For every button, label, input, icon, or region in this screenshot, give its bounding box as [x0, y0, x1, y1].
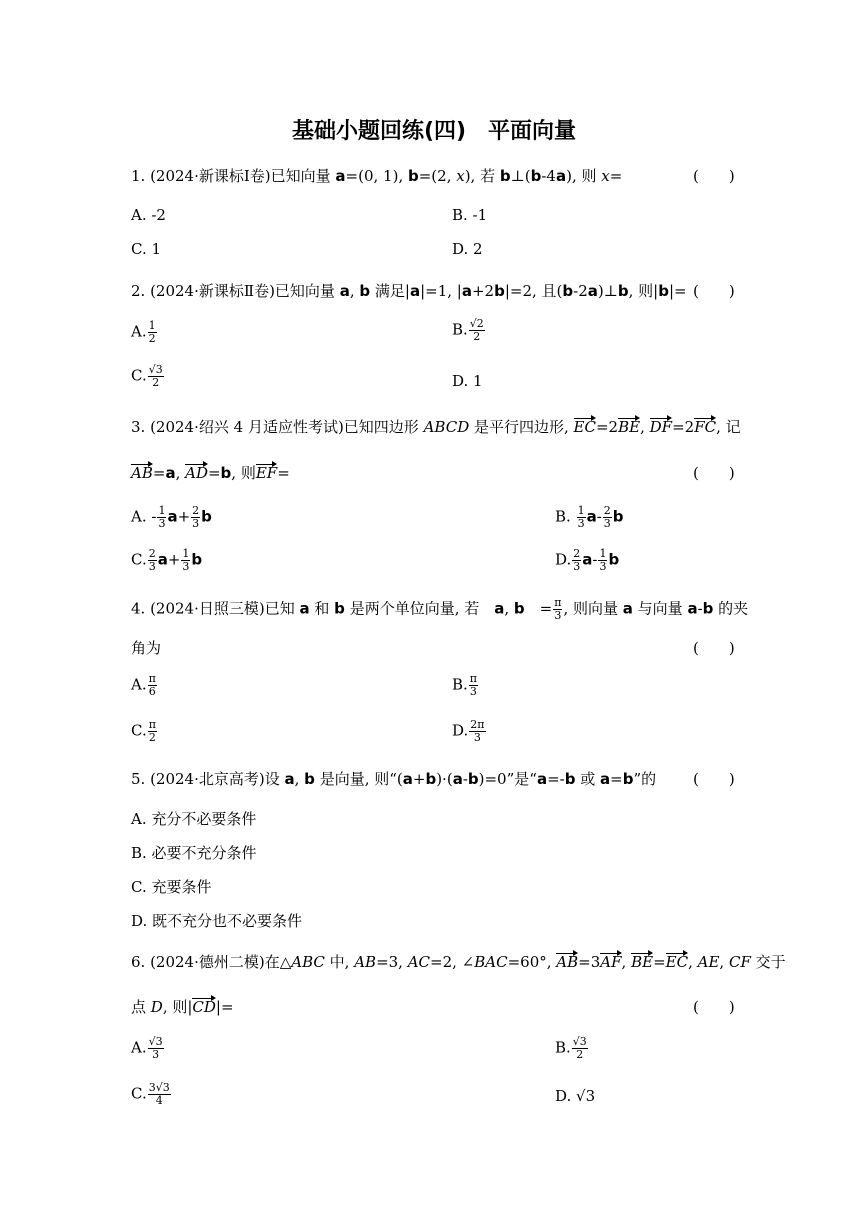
question-5-option-b[interactable]: B. 必要不充分条件 [131, 844, 257, 862]
question-1-option-d[interactable]: D. 2 [452, 240, 483, 258]
question-5-option-d[interactable]: D. 既不充分也不必要条件 [131, 912, 303, 930]
question-3-option-c[interactable]: C. $\frac{2}{3}$ a+ $\frac{1}{3}$ b [131, 547, 203, 573]
question-4-option-b[interactable]: B. $\frac{\pi}{3}$ [452, 672, 478, 698]
page-title: 基础小题回练(四) 平面向量 [291, 119, 577, 144]
question-6-option-d[interactable]: D. √3 [555, 1087, 596, 1105]
question-2-option-d[interactable]: D. 1 [452, 372, 483, 390]
question-4-option-d[interactable]: D. $\frac{2\pi}{3}$ [452, 718, 485, 744]
question-6-option-c[interactable]: C. $\frac{3√3}{4}$ [131, 1081, 170, 1107]
question-5-option-c[interactable]: C. 充要条件 [131, 878, 212, 896]
answer-blank-3[interactable]: ( ) [693, 464, 735, 482]
question-4-option-c[interactable]: C. $\frac{\pi}{2}$ [131, 718, 156, 744]
question-1-option-a[interactable]: A. -2 [131, 206, 166, 224]
answer-blank-2[interactable]: ( ) [693, 282, 735, 300]
question-6-stem-line-1: 6. (2024·德州二模)在△ABC 中, AB=3, AC=2, ∠BAC=60°, AB=3AF, BE=EC, AE, CF 交于 [131, 953, 786, 971]
question-2-option-b[interactable]: B. $\frac{√2}{2}$ [452, 317, 484, 343]
question-2-stem: 2. (2024·新课标Ⅱ卷)已知向量 a, b 满足|a|=1, |a+2b|=2, 且(b-2a)⊥b, 则|b|= [131, 282, 687, 300]
question-1-stem: 1. (2024·新课标Ⅰ卷)已知向量 a=(0, 1), b=(2, x), 若 b⊥(b-4a), 则 x= [131, 167, 623, 185]
answer-blank-4[interactable]: ( ) [693, 639, 735, 657]
answer-blank-5[interactable]: ( ) [693, 770, 735, 788]
answer-blank-1[interactable]: ( ) [693, 167, 735, 185]
question-6-option-a[interactable]: A. $\frac{√3}{3}$ [131, 1035, 163, 1061]
question-3-option-a[interactable]: A. - $\frac{1}{3}$ a+ $\frac{2}{3}$ b [131, 504, 212, 530]
question-6-option-b[interactable]: B. $\frac{√3}{2}$ [555, 1035, 587, 1061]
question-6-stem-line-2: 点 D, 则|CD|= [131, 998, 234, 1016]
question-5-stem: 5. (2024·北京高考)设 a, b 是向量, 则“(a+b)·(a-b)=0”是“a=-b 或 a=b”的 [131, 770, 657, 788]
question-5-option-a[interactable]: A. 充分不必要条件 [131, 810, 257, 828]
question-4-stem-line-2: 角为 [131, 639, 162, 657]
question-3-stem-line-2: AB=a, AD=b, 则EF= [131, 464, 290, 482]
answer-blank-6[interactable]: ( ) [693, 998, 735, 1016]
question-3-stem-line-1: 3. (2024·绍兴 4 月适应性考试)已知四边形 ABCD 是平行四边形, EC=2BE, DF=2FC, 记 [131, 418, 741, 436]
question-3-option-d[interactable]: D. $\frac{2}{3}$ a- $\frac{1}{3}$ b [555, 547, 620, 573]
question-3-option-b[interactable]: B. $\frac{1}{3}$ a- $\frac{2}{3}$ b [555, 504, 624, 530]
question-1-option-b[interactable]: B. -1 [452, 206, 488, 224]
question-4-option-a[interactable]: A. $\frac{\pi}{6}$ [131, 672, 156, 698]
question-4-stem-line-1: 4. (2024·日照三模)已知 a 和 b 是两个单位向量, 若 a, b = $\frac{\pi}{3}$ , 则向量 a 与向量 a-b 的夹 [131, 596, 749, 622]
question-2-option-a[interactable]: A. $\frac{1}{2}$ [131, 319, 156, 345]
question-2-option-c[interactable]: C. $\frac{√3}{2}$ [131, 363, 163, 389]
question-1-option-c[interactable]: C. 1 [131, 240, 162, 258]
